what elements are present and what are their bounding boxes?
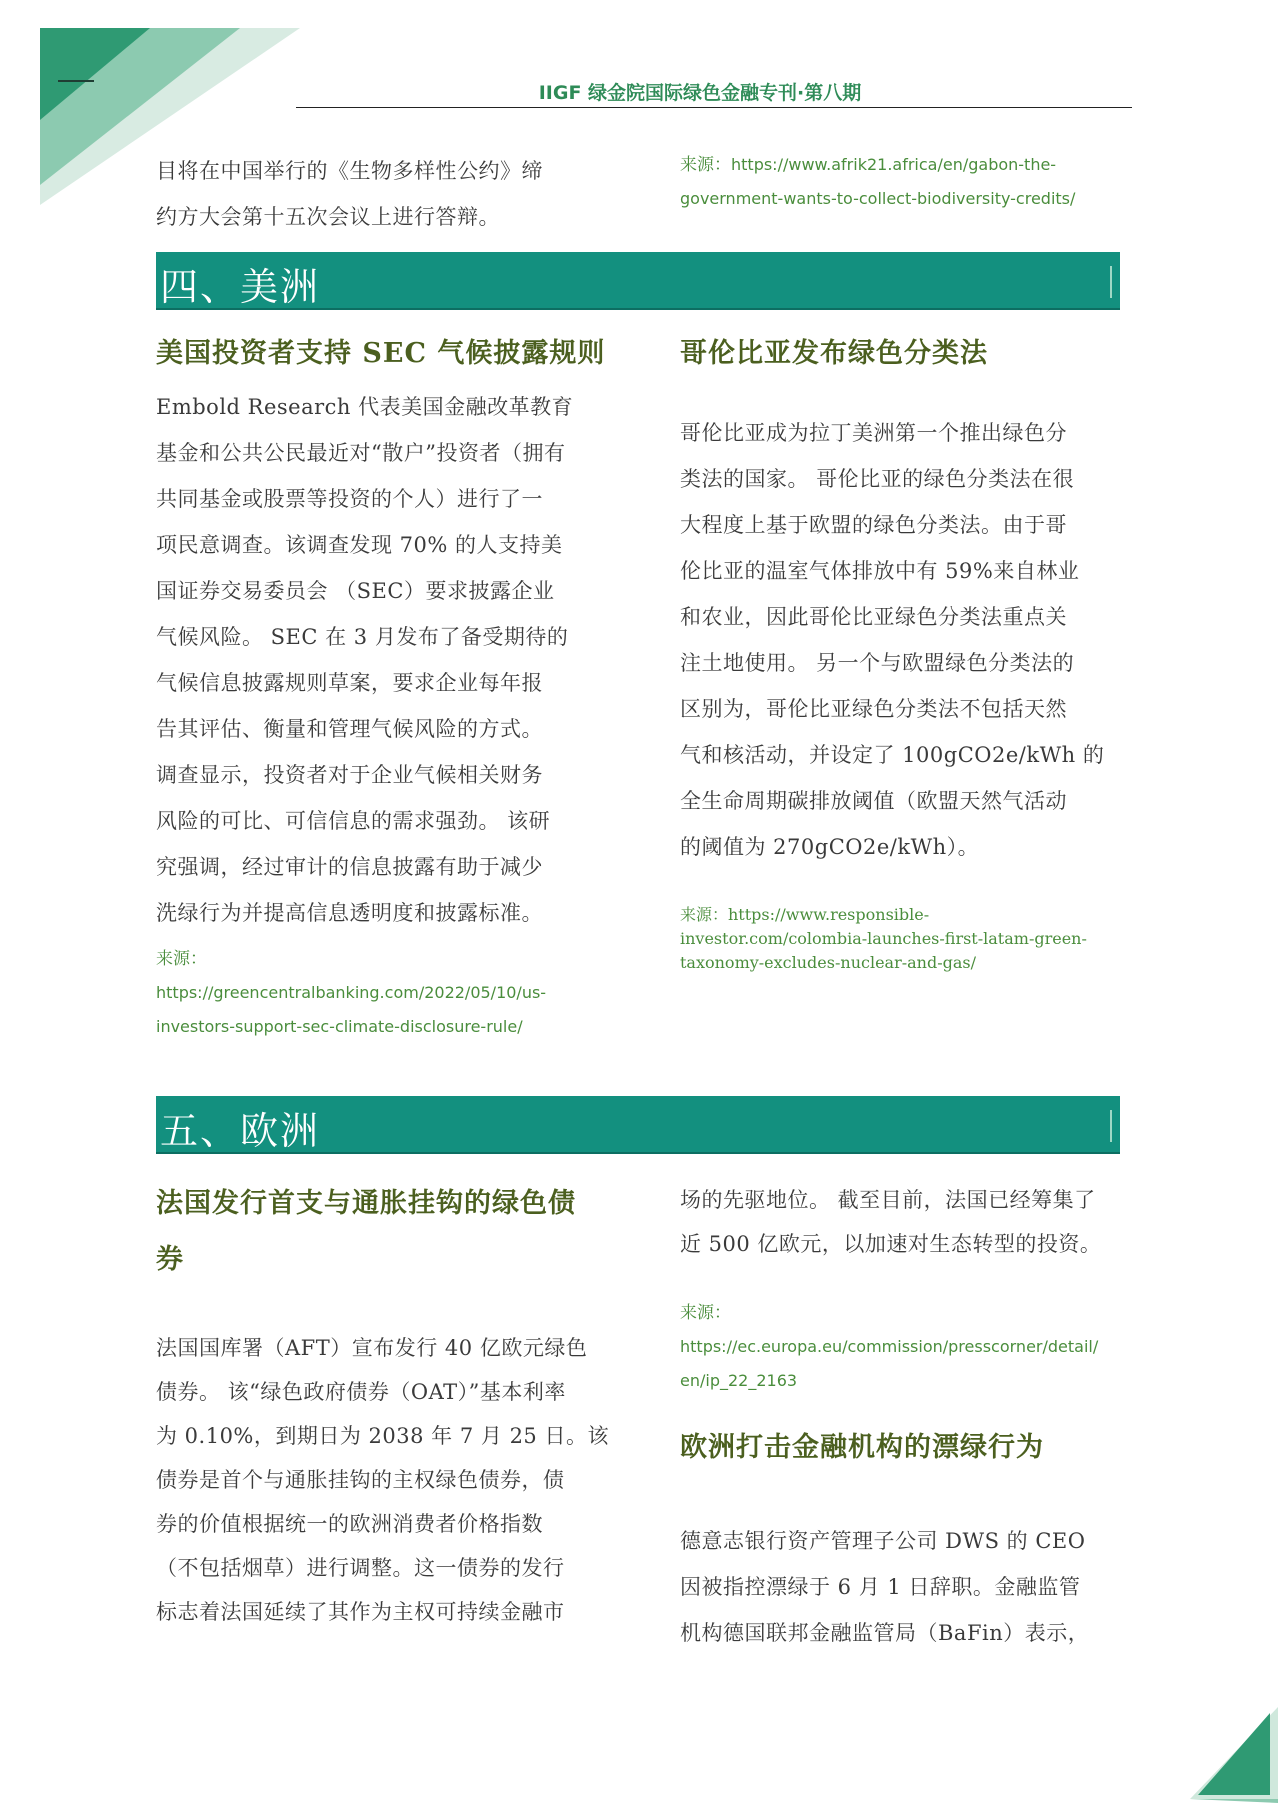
article-heading-greenwashing: 欧洲打击金融机构的漂绿行为	[680, 1432, 1044, 1463]
text-line: 告其评估、衡量和管理气候风险的方式。	[156, 717, 543, 741]
text-line: 近 500 亿欧元，以加速对生态转型的投资。	[680, 1232, 1102, 1256]
text-line: 场的先驱地位。 截至目前，法国已经筹集了	[680, 1188, 1096, 1212]
header-title: IIGF 绿金院国际绿色金融专刊·第八期	[538, 82, 862, 104]
text-line: 国证券交易委员会 （SEC）要求披露企业	[156, 579, 555, 603]
section-title: 四、美洲	[160, 265, 321, 309]
article-heading-colombia: 哥伦比亚发布绿色分类法	[680, 338, 988, 369]
header-dash	[58, 80, 94, 82]
article-body-france-cont	[680, 1178, 1150, 1266]
article-body-colombia	[680, 410, 1150, 870]
section-banner-americas	[156, 252, 1120, 310]
article-body-france	[156, 1326, 626, 1634]
section-banner-europe	[156, 1096, 1120, 1154]
text-line: 风险的可比、可信信息的需求强劲。 该研	[156, 809, 551, 833]
text-line: 类法的国家。 哥伦比亚的绿色分类法在很	[680, 467, 1075, 491]
text-line: 券的价值根据统一的欧洲消费者价格指数	[156, 1512, 543, 1536]
source-link[interactable]: https://greencentralbanking.com/2022/05/10/us-	[156, 983, 547, 1002]
source-link[interactable]: 来源：https://www.responsible-	[680, 905, 930, 924]
text-line: 为 0.10%，到期日为 2038 年 7 月 25 日。该	[156, 1424, 609, 1448]
top-left-paragraph	[156, 148, 616, 240]
source-france	[680, 1296, 1150, 1398]
text-line: 基金和公共公民最近对“散户”投资者（拥有	[156, 441, 566, 465]
text-line: 标志着法国延续了其作为主权可持续金融市	[156, 1600, 565, 1624]
text-line: 的阈值为 270gCO2e/kWh）。	[680, 835, 980, 859]
source-label: 来源：	[156, 949, 207, 969]
source-link-cont[interactable]: taxonomy-excludes-nuclear-and-gas/	[680, 953, 977, 972]
text-line: 究强调，经过审计的信息披露有助于减少	[156, 855, 543, 879]
top-right-source	[680, 148, 1130, 216]
source-link[interactable]: https://ec.europa.eu/commission/presscorner/detail/	[680, 1337, 1099, 1356]
text-line: 约方大会第十五次会议上进行答辩。	[156, 205, 500, 229]
text-line: Embold Research 代表美国金融改革教育	[156, 395, 574, 419]
heading-line: 法国发行首支与通胀挂钩的绿色债	[156, 1188, 576, 1219]
source-link-cont[interactable]: investors-support-sec-climate-disclosure-rule/	[156, 1017, 523, 1036]
source-link-cont[interactable]: en/ip_22_2163	[680, 1371, 798, 1390]
text-line: 和农业，因此哥伦比亚绿色分类法重点关	[680, 605, 1067, 629]
banner-mark	[1110, 266, 1112, 298]
source-sec	[156, 942, 626, 1044]
text-line: 机构德国联邦金融监管局（BaFin）表示，	[680, 1621, 1090, 1645]
source-colombia	[680, 903, 1150, 975]
text-line: 气和核活动，并设定了 100gCO2e/kWh 的	[680, 743, 1105, 767]
heading-line: 券	[156, 1244, 184, 1275]
text-line: 注土地使用。 另一个与欧盟绿色分类法的	[680, 651, 1075, 675]
source-link-cont[interactable]: government-wants-to-collect-biodiversity-credits/	[680, 189, 1076, 208]
text-line: 德意志银行资产管理子公司 DWS 的 CEO	[680, 1529, 1086, 1553]
text-line: 共同基金或股票等投资的个人）进行了一	[156, 487, 543, 511]
text-line: 伦比亚的温室气体排放中有 59%来自林业	[680, 559, 1080, 583]
source-label: 来源：	[680, 1303, 731, 1323]
text-line: 洗绿行为并提高信息透明度和披露标准。	[156, 901, 543, 925]
article-heading-sec: 美国投资者支持 SEC 气候披露规则	[156, 338, 606, 369]
text-line: 大程度上基于欧盟的绿色分类法。由于哥	[680, 513, 1067, 537]
corner-decoration-bottom-right	[1170, 1699, 1280, 1809]
source-link[interactable]: https://www.afrik21.africa/en/gabon-the-	[731, 155, 1057, 174]
text-line: 债券是首个与通胀挂钩的主权绿色债券，债	[156, 1468, 565, 1492]
text-line: 项民意调查。该调查发现 70% 的人支持美	[156, 533, 563, 557]
article-heading-france	[156, 1176, 616, 1288]
text-line: 因被指控漂绿于 6 月 1 日辞职。金融监管	[680, 1575, 1081, 1599]
banner-mark	[1110, 1110, 1112, 1142]
section-title: 五、欧洲	[160, 1109, 321, 1153]
article-body-sec	[156, 384, 626, 936]
header-rule	[296, 107, 1132, 108]
text-line: 气候信息披露规则草案，要求企业每年报	[156, 671, 543, 695]
source-link-cont[interactable]: investor.com/colombia-launches-first-latam-green-	[680, 929, 1087, 948]
text-line: 调查显示，投资者对于企业气候相关财务	[156, 763, 543, 787]
text-line: （不包括烟草）进行调整。这一债券的发行	[156, 1556, 565, 1580]
source-label: 来源：	[680, 155, 731, 175]
text-line: 区别为，哥伦比亚绿色分类法不包括天然	[680, 697, 1067, 721]
text-line: 哥伦比亚成为拉丁美洲第一个推出绿色分	[680, 421, 1067, 445]
text-line: 债券。 该“绿色政府债券（OAT）”基本利率	[156, 1380, 566, 1404]
text-line: 全生命周期碳排放阈值（欧盟天然气活动	[680, 789, 1067, 813]
text-line: 气候风险。 SEC 在 3 月发布了备受期待的	[156, 625, 569, 649]
text-line: 法国国库署（AFT）宣布发行 40 亿欧元绿色	[156, 1336, 588, 1360]
text-line: 目将在中国举行的《生物多样性公约》缔	[156, 159, 543, 183]
article-body-greenwashing	[680, 1518, 1150, 1656]
